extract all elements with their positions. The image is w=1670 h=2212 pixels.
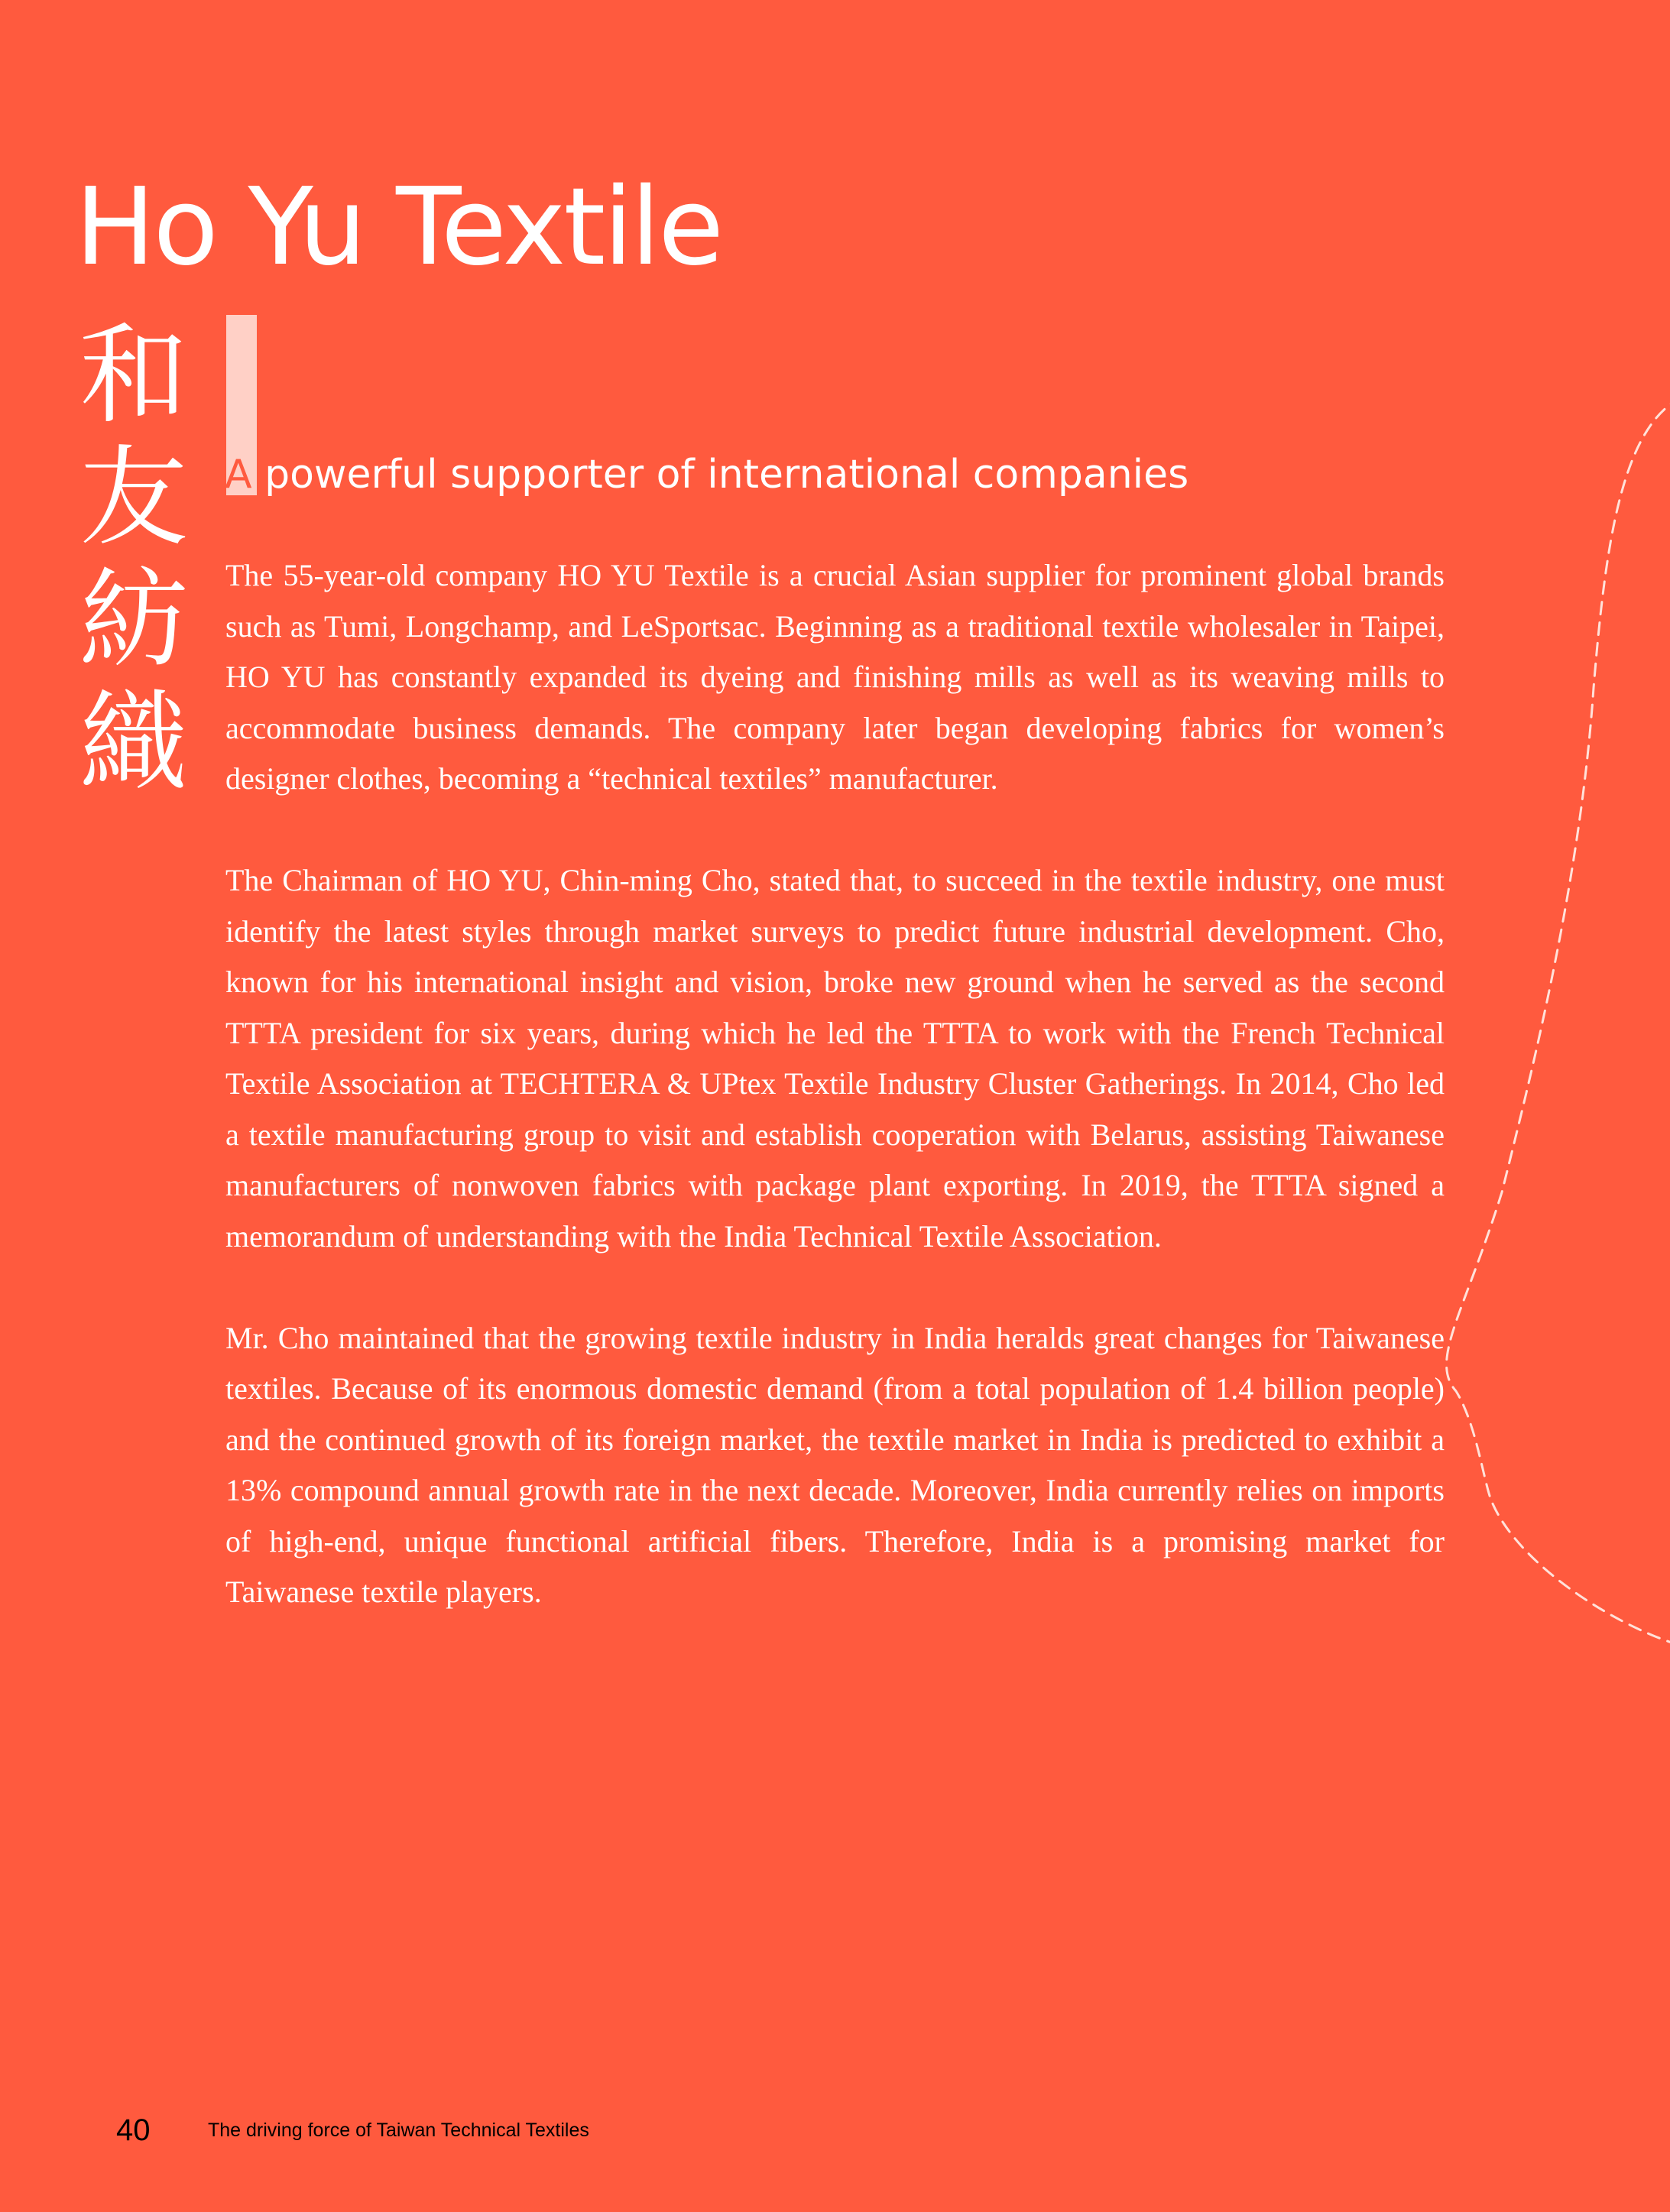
paragraph: The 55-year-old company HO YU Textile is a crucial Asian supplier for prominent global brands such as Tumi, Longchamp, and LeSportsac. Beginning as a traditional textile wholesaler in Taipei, HO YU has constantly expanded its dyeing and finishing mills as well as its weaving mills to accommodate business demands. The company later began developing fabrics for women’s designer clothes, becoming a “technical textiles” manufacturer. — [225, 558, 1445, 796]
chinese-character: 織 — [79, 679, 188, 806]
chinese-character: 和 — [79, 313, 188, 439]
article-body — [225, 550, 1445, 1669]
page-title: Ho Yu Textile — [75, 165, 722, 290]
section-subtitle — [225, 447, 1188, 502]
chinese-company-name — [76, 315, 191, 804]
paragraph: The Chairman of HO YU, Chin-ming Cho, stated that, to succeed in the textile industry, one must identify the latest styles through market surveys to predict future industrial development. Cho, known for his international insight and vision, broke new ground when he served as the second TTTA president for six years, during which he led the TTTA to work with the French Technical Textile Association at TECHTERA & UPtex Textile Industry Cluster Gatherings. In 2014, Cho led a textile manufacturing group to visit and establish cooperation with Belarus, assisting Taiwanese manufacturers of nonwoven fabrics with package plant exporting. In 2019, the TTTA signed a memorandum of understanding with the India Technical Textile Association. — [225, 863, 1445, 1254]
paragraph: Mr. Cho maintained that the growing textile industry in India heralds great changes for Taiwanese textiles. Because of its enormous domestic demand (from a total population of 1.4 billion people) and the continued growth of its foreign market, the textile market in India is predicted to exhibit a 13% compound annual growth rate in the next decade. Moreover, India currently relies on imports of high-end, unique functional artificial fibers. Therefore, India is a promising market for Taiwanese textile players. — [225, 1320, 1445, 1609]
publication-title: The driving force of Taiwan Technical Textiles — [208, 2120, 589, 2141]
chinese-character: 紡 — [79, 557, 188, 683]
chinese-character: 友 — [79, 435, 188, 561]
page-number: 40 — [116, 2113, 151, 2147]
subtitle-text: powerful supporter of international companies — [251, 452, 1189, 498]
subtitle-initial: A — [225, 452, 252, 498]
